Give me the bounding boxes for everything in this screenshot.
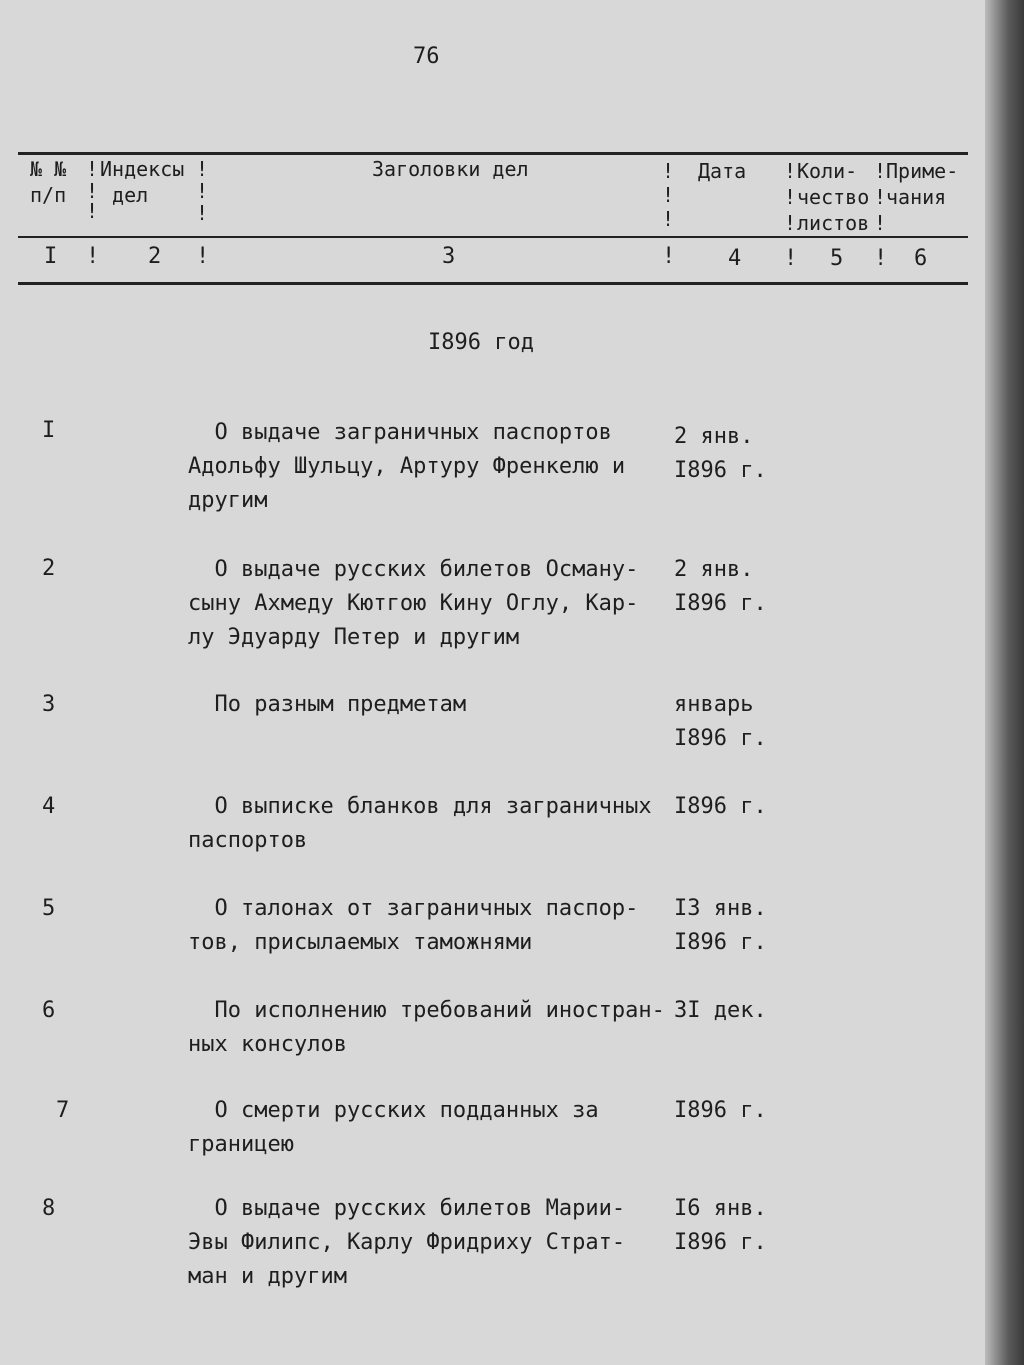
column-number-separator: ! — [662, 244, 676, 269]
table-bottom-rule — [18, 282, 968, 285]
column-number-2: 2 — [148, 244, 162, 269]
entry-number: 6 — [42, 998, 56, 1023]
header-separator: ! — [784, 159, 797, 183]
header-separator: ! — [874, 211, 887, 235]
header-separator: ! — [86, 199, 99, 223]
entry-number: 7 — [56, 1098, 70, 1123]
header-separator: ! — [196, 179, 209, 203]
entry-title: О выдаче заграничных паспортов Адольфу Шульцу, Артуру Френкелю и другим — [188, 420, 626, 513]
entry-date: I896 г. — [674, 1098, 767, 1123]
entry-date: январь I896 г. — [674, 692, 767, 751]
entry-date: I6 янв. I896 г. — [674, 1196, 767, 1255]
column-number-separator: ! — [196, 244, 210, 269]
header-separator: ! — [874, 185, 887, 209]
header-col-titles: Заголовки дел — [372, 157, 529, 181]
entry-number: 8 — [42, 1196, 56, 1221]
entry-number: 5 — [42, 896, 56, 921]
entry-date: 2 янв. I896 г. — [674, 557, 767, 616]
entry-date: 2 янв. I896 г. — [674, 424, 767, 483]
header-col-date: Дата — [698, 159, 747, 183]
entry-date: I896 г. — [674, 794, 767, 819]
entry-title: О талонах от заграничных паспор- тов, присылаемых таможнями — [188, 896, 639, 955]
table-top-rule — [18, 152, 968, 155]
page-edge-shadow — [985, 0, 1024, 1365]
column-number-separator: ! — [86, 244, 100, 269]
column-number-separator: ! — [874, 246, 888, 271]
entry-number: 2 — [42, 556, 56, 581]
entry-title: О выдаче русских билетов Марии- Эвы Филипс, Карлу Фридриху Страт- ман и другим — [188, 1196, 626, 1289]
table-middle-rule — [18, 236, 968, 238]
header-separator: ! — [874, 159, 887, 183]
header-separator: ! — [784, 211, 797, 235]
column-number-5: 5 — [830, 246, 844, 271]
entry-title: По разным предметам — [188, 692, 467, 717]
year-heading: I896 год — [428, 330, 534, 355]
header-separator: ! — [784, 185, 797, 209]
header-col-notes: Приме- чания — [886, 159, 959, 209]
header-col-index: Индексы дел — [100, 157, 185, 207]
column-number-separator: ! — [784, 246, 798, 271]
column-number-3: 3 — [442, 244, 456, 269]
entry-number: I — [42, 418, 56, 443]
entry-date: 3I дек. — [674, 998, 767, 1023]
entry-title: По исполнению требований иностран- ных консулов — [188, 998, 665, 1057]
entry-title: О смерти русских подданных за границею — [188, 1098, 599, 1157]
header-separator: ! — [662, 159, 675, 183]
header-separator: ! — [196, 157, 209, 181]
header-separator: ! — [86, 157, 99, 181]
header-separator: ! — [196, 201, 209, 225]
column-number-1: I — [44, 244, 58, 269]
header-col-sheets: Коли- чество листов — [797, 159, 870, 235]
column-number-6: 6 — [914, 246, 928, 271]
column-number-4: 4 — [728, 246, 742, 271]
entry-title: О выдаче русских билетов Осману- сыну Ахмеду Кютгою Кину Оглу, Кар- лу Эдуарду Петер и другим — [188, 557, 639, 650]
entry-date: I3 янв. I896 г. — [674, 896, 767, 955]
page-number: 76 — [413, 44, 440, 69]
entry-number: 4 — [42, 794, 56, 819]
header-separator: ! — [86, 179, 99, 203]
header-separator: ! — [662, 183, 675, 207]
entry-number: 3 — [42, 692, 56, 717]
show-through-texture — [0, 0, 1, 1]
header-col-number: № № п/п — [30, 157, 67, 207]
header-separator: ! — [662, 207, 675, 231]
entry-title: О выписке бланков для заграничных паспортов — [188, 794, 652, 853]
